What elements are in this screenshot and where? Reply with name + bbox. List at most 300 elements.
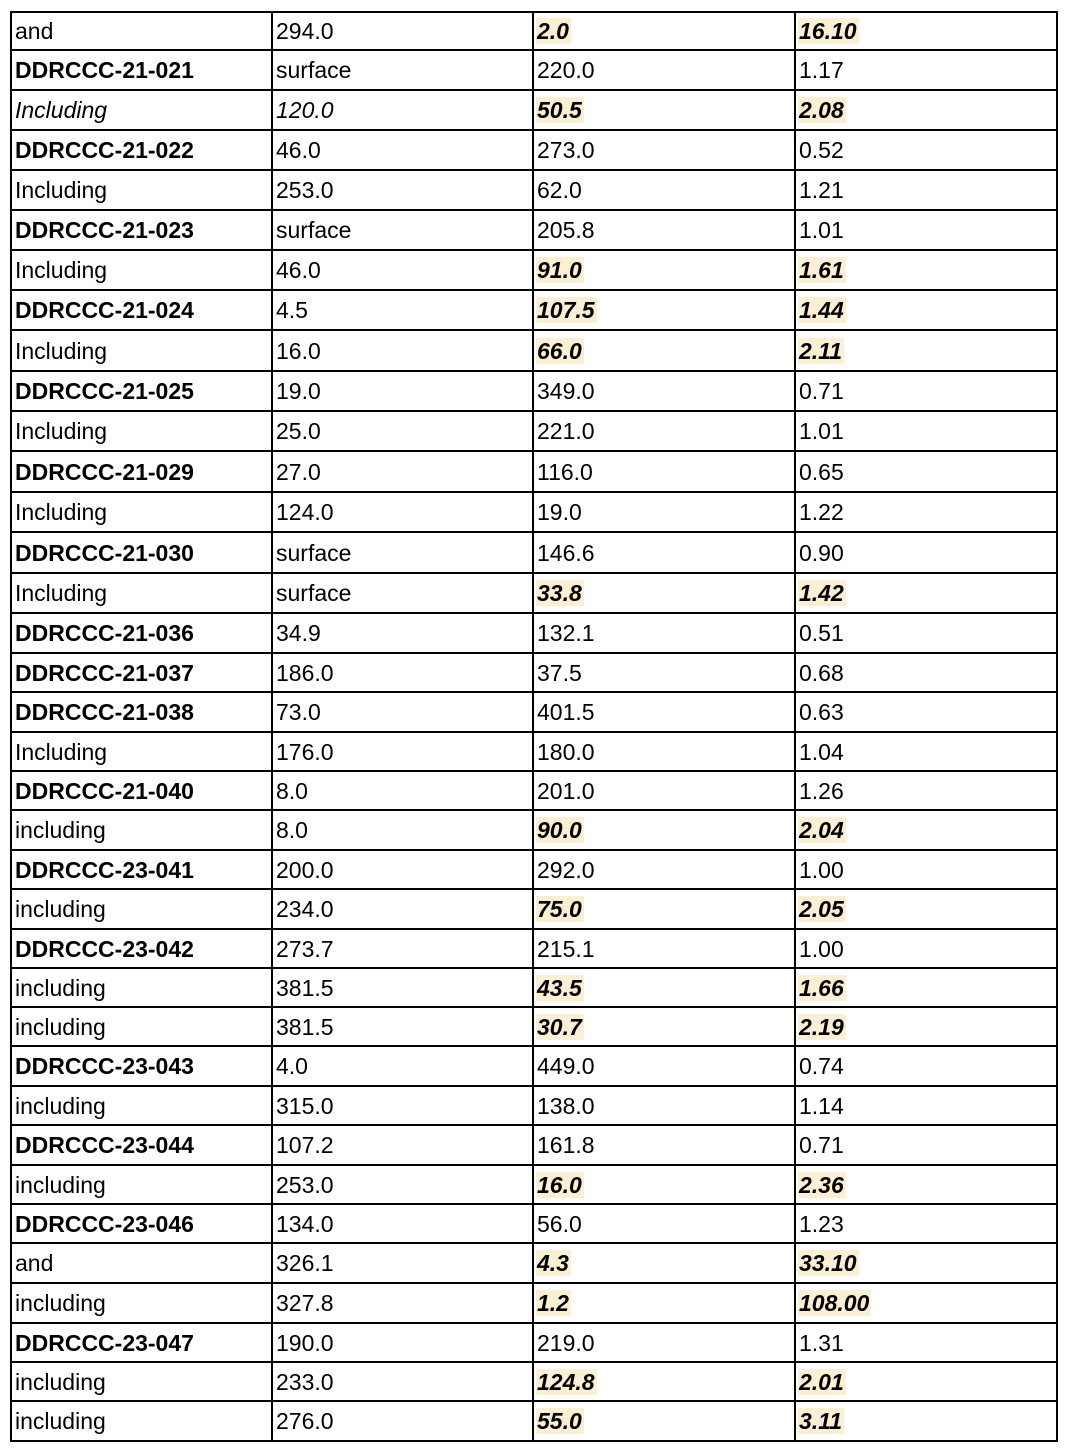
cell-text: 3.11 bbox=[799, 1408, 843, 1434]
cell-text: 190.0 bbox=[276, 1329, 334, 1356]
grade-cell bbox=[795, 1125, 1057, 1165]
cell-text: 2.19 bbox=[799, 1013, 844, 1040]
cell-text: 73.0 bbox=[276, 699, 321, 725]
grade-cell bbox=[795, 451, 1057, 492]
drillhole-cell bbox=[11, 371, 272, 411]
cell-text: including bbox=[15, 1368, 106, 1395]
interval-cell bbox=[533, 250, 795, 290]
cell-text: 1.2 bbox=[537, 1290, 569, 1316]
cell-text: Including bbox=[15, 337, 108, 364]
cell-text: 349.0 bbox=[537, 378, 595, 404]
from-cell bbox=[272, 451, 533, 492]
cell-text: 1.21 bbox=[799, 177, 844, 203]
cell-text: Including bbox=[15, 257, 108, 283]
drillhole-cell bbox=[11, 1125, 272, 1165]
drillhole-cell bbox=[11, 1165, 272, 1204]
from-cell bbox=[272, 771, 533, 810]
interval-cell bbox=[533, 613, 795, 653]
grade-cell bbox=[795, 330, 1057, 371]
grade-cell bbox=[795, 50, 1057, 90]
drillhole-cell bbox=[11, 330, 272, 371]
table-row bbox=[11, 732, 1057, 771]
table-row bbox=[11, 130, 1057, 170]
from-cell bbox=[272, 692, 533, 732]
cell-text: including bbox=[15, 1290, 106, 1316]
cell-text: 294.0 bbox=[276, 18, 334, 44]
cell-text: 34.9 bbox=[276, 620, 321, 646]
cell-text: 201.0 bbox=[537, 777, 595, 804]
grade-cell bbox=[795, 771, 1057, 810]
cell-text: 381.5 bbox=[276, 974, 334, 1001]
interval-cell bbox=[533, 1243, 795, 1283]
from-cell bbox=[272, 210, 533, 250]
interval-cell bbox=[533, 850, 795, 889]
cell-text: 0.74 bbox=[799, 1053, 844, 1079]
table-row bbox=[11, 968, 1057, 1007]
table-row bbox=[11, 532, 1057, 573]
table-body bbox=[11, 12, 1057, 1441]
cell-text: including bbox=[15, 1171, 106, 1198]
grade-cell bbox=[795, 532, 1057, 573]
grade-cell bbox=[795, 492, 1057, 532]
interval-cell bbox=[533, 692, 795, 732]
cell-text: 30.7 bbox=[537, 1013, 582, 1040]
grade-cell bbox=[795, 692, 1057, 732]
cell-text: 1.01 bbox=[799, 217, 844, 243]
interval-cell bbox=[533, 411, 795, 451]
cell-text: 401.5 bbox=[537, 699, 595, 725]
cell-text: 161.8 bbox=[537, 1132, 595, 1158]
cell-text: 1.00 bbox=[799, 856, 844, 883]
cell-text: 2.05 bbox=[799, 896, 844, 922]
from-cell bbox=[272, 732, 533, 771]
cell-text: DDRCCC-21-025 bbox=[15, 378, 194, 404]
table-row bbox=[11, 771, 1057, 810]
cell-text: 138.0 bbox=[537, 1092, 595, 1119]
interval-cell bbox=[533, 290, 795, 330]
interval-cell bbox=[533, 573, 795, 613]
table-row bbox=[11, 1243, 1057, 1283]
table-row bbox=[11, 1007, 1057, 1046]
cell-text: 132.1 bbox=[537, 620, 595, 646]
cell-text: 8.0 bbox=[276, 777, 308, 804]
cell-text: 1.42 bbox=[799, 580, 844, 606]
grade-cell bbox=[795, 1362, 1057, 1401]
cell-text: surface bbox=[276, 57, 352, 83]
cell-text: and bbox=[15, 1250, 54, 1276]
interval-cell bbox=[533, 90, 795, 130]
cell-text: 219.0 bbox=[537, 1329, 595, 1356]
cell-text: 449.0 bbox=[537, 1053, 595, 1079]
table-row bbox=[11, 653, 1057, 692]
table-row bbox=[11, 90, 1057, 130]
grade-cell bbox=[795, 573, 1057, 613]
drillhole-cell bbox=[11, 290, 272, 330]
cell-text: 220.0 bbox=[537, 57, 595, 83]
table-row bbox=[11, 290, 1057, 330]
cell-text: 66.0 bbox=[537, 337, 582, 364]
from-cell bbox=[272, 12, 533, 50]
cell-text: DDRCCC-21-021 bbox=[15, 57, 194, 83]
drillhole-cell bbox=[11, 170, 272, 210]
cell-text: 4.0 bbox=[276, 1053, 308, 1079]
cell-text: DDRCCC-23-042 bbox=[15, 935, 194, 962]
grade-cell bbox=[795, 1046, 1057, 1086]
cell-text: 200.0 bbox=[276, 856, 334, 883]
drillhole-cell bbox=[11, 1323, 272, 1362]
cell-text: including bbox=[15, 1408, 106, 1434]
drillhole-cell bbox=[11, 613, 272, 653]
cell-text: 176.0 bbox=[276, 738, 334, 765]
interval-cell bbox=[533, 451, 795, 492]
from-cell bbox=[272, 1243, 533, 1283]
cell-text: 215.1 bbox=[537, 935, 595, 962]
drillhole-cell bbox=[11, 90, 272, 130]
table-row bbox=[11, 850, 1057, 889]
grade-cell bbox=[795, 653, 1057, 692]
drillhole-cell bbox=[11, 968, 272, 1007]
grade-cell bbox=[795, 1323, 1057, 1362]
interval-cell bbox=[533, 1362, 795, 1401]
drill-results-table bbox=[10, 11, 1058, 1442]
cell-text: including bbox=[15, 974, 106, 1001]
cell-text: 108.00 bbox=[799, 1290, 870, 1316]
interval-cell bbox=[533, 771, 795, 810]
cell-text: 16.0 bbox=[537, 1171, 582, 1198]
interval-cell bbox=[533, 1046, 795, 1086]
cell-text: 0.90 bbox=[799, 539, 844, 566]
cell-text: Including bbox=[15, 738, 108, 765]
cell-text: DDRCCC-23-041 bbox=[15, 856, 194, 883]
grade-cell bbox=[795, 90, 1057, 130]
cell-text: 1.17 bbox=[799, 57, 844, 83]
cell-text: 381.5 bbox=[276, 1013, 334, 1040]
cell-text: DDRCCC-21-037 bbox=[15, 659, 194, 686]
cell-text: 46.0 bbox=[276, 257, 321, 283]
cell-text: DDRCCC-21-024 bbox=[15, 297, 194, 323]
cell-text: 75.0 bbox=[537, 896, 582, 922]
cell-text: 116.0 bbox=[537, 458, 593, 485]
cell-text: DDRCCC-21-036 bbox=[15, 620, 194, 646]
table-row bbox=[11, 929, 1057, 968]
grade-cell bbox=[795, 732, 1057, 771]
cell-text: including bbox=[15, 1092, 106, 1119]
interval-cell bbox=[533, 968, 795, 1007]
table-row bbox=[11, 1283, 1057, 1323]
table-row bbox=[11, 1401, 1057, 1441]
grade-cell bbox=[795, 290, 1057, 330]
from-cell bbox=[272, 1125, 533, 1165]
interval-cell bbox=[533, 170, 795, 210]
cell-text: 1.66 bbox=[799, 974, 844, 1001]
drillhole-cell bbox=[11, 732, 272, 771]
cell-text: 2.08 bbox=[799, 97, 844, 123]
drillhole-cell bbox=[11, 492, 272, 532]
cell-text: 327.8 bbox=[276, 1290, 334, 1316]
from-cell bbox=[272, 130, 533, 170]
cell-text: including bbox=[15, 817, 106, 843]
interval-cell bbox=[533, 1165, 795, 1204]
from-cell bbox=[272, 1283, 533, 1323]
cell-text: 1.22 bbox=[799, 499, 844, 525]
table-row bbox=[11, 451, 1057, 492]
table-row bbox=[11, 492, 1057, 532]
from-cell bbox=[272, 1362, 533, 1401]
from-cell bbox=[272, 1204, 533, 1243]
grade-cell bbox=[795, 12, 1057, 50]
grade-cell bbox=[795, 810, 1057, 850]
cell-text: 43.5 bbox=[537, 974, 582, 1001]
grade-cell bbox=[795, 210, 1057, 250]
table-row bbox=[11, 1362, 1057, 1401]
cell-text: 253.0 bbox=[276, 1171, 334, 1198]
cell-text: 0.65 bbox=[799, 458, 844, 485]
cell-text: 107.5 bbox=[537, 297, 595, 323]
grade-cell bbox=[795, 613, 1057, 653]
drillhole-cell bbox=[11, 692, 272, 732]
cell-text: 0.63 bbox=[799, 699, 844, 725]
grade-cell bbox=[795, 1165, 1057, 1204]
from-cell bbox=[272, 90, 533, 130]
cell-text: including bbox=[15, 1013, 106, 1040]
cell-text: 1.14 bbox=[799, 1092, 844, 1119]
table-row bbox=[11, 12, 1057, 50]
cell-text: DDRCCC-21-023 bbox=[15, 217, 194, 243]
cell-text: 0.71 bbox=[799, 1132, 844, 1158]
from-cell bbox=[272, 573, 533, 613]
cell-text: DDRCCC-21-030 bbox=[15, 539, 194, 566]
cell-text: 186.0 bbox=[276, 659, 334, 686]
cell-text: Including bbox=[15, 580, 108, 606]
drillhole-cell bbox=[11, 1086, 272, 1125]
interval-cell bbox=[533, 1086, 795, 1125]
table-row bbox=[11, 330, 1057, 371]
cell-text: surface bbox=[276, 217, 352, 243]
grade-cell bbox=[795, 170, 1057, 210]
from-cell bbox=[272, 250, 533, 290]
grade-cell bbox=[795, 130, 1057, 170]
interval-cell bbox=[533, 810, 795, 850]
drillhole-cell bbox=[11, 1007, 272, 1046]
grade-cell bbox=[795, 371, 1057, 411]
interval-cell bbox=[533, 1283, 795, 1323]
cell-text: 1.04 bbox=[799, 738, 844, 765]
cell-text: surface bbox=[276, 580, 352, 606]
cell-text: 315.0 bbox=[276, 1092, 334, 1119]
table-row bbox=[11, 573, 1057, 613]
drillhole-cell bbox=[11, 12, 272, 50]
table-row bbox=[11, 250, 1057, 290]
cell-text: 205.8 bbox=[537, 217, 595, 243]
cell-text: 276.0 bbox=[276, 1408, 334, 1434]
cell-text: including bbox=[15, 896, 106, 922]
cell-text: 273.7 bbox=[276, 935, 334, 962]
cell-text: 146.6 bbox=[537, 539, 595, 566]
cell-text: DDRCCC-21-029 bbox=[15, 458, 194, 485]
interval-cell bbox=[533, 532, 795, 573]
cell-text: 2.01 bbox=[799, 1368, 844, 1395]
drillhole-cell bbox=[11, 1046, 272, 1086]
from-cell bbox=[272, 1086, 533, 1125]
cell-text: DDRCCC-23-047 bbox=[15, 1329, 194, 1356]
interval-cell bbox=[533, 492, 795, 532]
table-row bbox=[11, 1086, 1057, 1125]
drillhole-cell bbox=[11, 130, 272, 170]
drillhole-cell bbox=[11, 210, 272, 250]
interval-cell bbox=[533, 50, 795, 90]
interval-cell bbox=[533, 1323, 795, 1362]
from-cell bbox=[272, 1046, 533, 1086]
cell-text: 0.71 bbox=[799, 378, 844, 404]
cell-text: 233.0 bbox=[276, 1368, 334, 1395]
drillhole-cell bbox=[11, 1243, 272, 1283]
grade-cell bbox=[795, 1007, 1057, 1046]
cell-text: 16.10 bbox=[799, 18, 857, 44]
grade-cell bbox=[795, 1204, 1057, 1243]
table-row bbox=[11, 210, 1057, 250]
from-cell bbox=[272, 411, 533, 451]
grade-cell bbox=[795, 929, 1057, 968]
cell-text: 1.61 bbox=[799, 257, 844, 283]
cell-text: 33.8 bbox=[537, 580, 582, 606]
cell-text: 120.0 bbox=[276, 97, 334, 123]
cell-text: 292.0 bbox=[537, 856, 595, 883]
cell-text: 253.0 bbox=[276, 177, 334, 203]
cell-text: 4.3 bbox=[537, 1250, 569, 1276]
cell-text: 221.0 bbox=[537, 418, 595, 444]
cell-text: 37.5 bbox=[537, 659, 582, 686]
drillhole-cell bbox=[11, 653, 272, 692]
cell-text: 90.0 bbox=[537, 817, 582, 843]
cell-text: 2.04 bbox=[799, 817, 844, 843]
table-row bbox=[11, 371, 1057, 411]
from-cell bbox=[272, 1007, 533, 1046]
interval-cell bbox=[533, 1204, 795, 1243]
from-cell bbox=[272, 850, 533, 889]
drillhole-cell bbox=[11, 1401, 272, 1441]
from-cell bbox=[272, 810, 533, 850]
table-row bbox=[11, 1165, 1057, 1204]
cell-text: 273.0 bbox=[537, 137, 595, 163]
grade-cell bbox=[795, 1086, 1057, 1125]
cell-text: 91.0 bbox=[537, 257, 582, 283]
cell-text: DDRCCC-21-022 bbox=[15, 137, 194, 163]
drillhole-cell bbox=[11, 50, 272, 90]
cell-text: 8.0 bbox=[276, 817, 308, 843]
interval-cell bbox=[533, 1125, 795, 1165]
table-row bbox=[11, 170, 1057, 210]
table-row bbox=[11, 1046, 1057, 1086]
cell-text: and bbox=[15, 18, 54, 44]
grade-cell bbox=[795, 1243, 1057, 1283]
interval-cell bbox=[533, 1401, 795, 1441]
drillhole-cell bbox=[11, 573, 272, 613]
drillhole-cell bbox=[11, 929, 272, 968]
from-cell bbox=[272, 613, 533, 653]
from-cell bbox=[272, 290, 533, 330]
cell-text: 16.0 bbox=[276, 337, 321, 364]
cell-text: 46.0 bbox=[276, 137, 321, 163]
table-row bbox=[11, 692, 1057, 732]
table-row bbox=[11, 810, 1057, 850]
cell-text: Including bbox=[15, 499, 108, 525]
table-row bbox=[11, 889, 1057, 929]
interval-cell bbox=[533, 371, 795, 411]
table-row bbox=[11, 613, 1057, 653]
table-row bbox=[11, 1125, 1057, 1165]
cell-text: 124.0 bbox=[276, 499, 334, 525]
cell-text: 4.5 bbox=[276, 297, 308, 323]
cell-text: 27.0 bbox=[276, 458, 321, 485]
grade-cell bbox=[795, 411, 1057, 451]
cell-text: 19.0 bbox=[537, 499, 582, 525]
from-cell bbox=[272, 1165, 533, 1204]
from-cell bbox=[272, 1401, 533, 1441]
from-cell bbox=[272, 371, 533, 411]
interval-cell bbox=[533, 929, 795, 968]
table-row bbox=[11, 50, 1057, 90]
interval-cell bbox=[533, 330, 795, 371]
cell-text: 2.36 bbox=[799, 1171, 844, 1198]
cell-text: 25.0 bbox=[276, 418, 321, 444]
interval-cell bbox=[533, 653, 795, 692]
cell-text: 180.0 bbox=[537, 738, 595, 765]
cell-text: DDRCCC-21-040 bbox=[15, 777, 194, 804]
cell-text: 1.00 bbox=[799, 935, 844, 962]
cell-text: 234.0 bbox=[276, 896, 334, 922]
from-cell bbox=[272, 653, 533, 692]
drillhole-cell bbox=[11, 1204, 272, 1243]
from-cell bbox=[272, 1323, 533, 1362]
cell-text: 55.0 bbox=[537, 1408, 582, 1434]
cell-text: 50.5 bbox=[537, 97, 582, 123]
cell-text: 326.1 bbox=[276, 1250, 334, 1276]
grade-cell bbox=[795, 1283, 1057, 1323]
grade-cell bbox=[795, 850, 1057, 889]
from-cell bbox=[272, 532, 533, 573]
cell-text: 0.52 bbox=[799, 137, 844, 163]
from-cell bbox=[272, 929, 533, 968]
drillhole-cell bbox=[11, 451, 272, 492]
cell-text: 1.01 bbox=[799, 418, 844, 444]
drillhole-cell bbox=[11, 1362, 272, 1401]
drillhole-cell bbox=[11, 771, 272, 810]
cell-text: 124.8 bbox=[537, 1368, 595, 1395]
interval-cell bbox=[533, 12, 795, 50]
from-cell bbox=[272, 170, 533, 210]
cell-text: 107.2 bbox=[276, 1132, 334, 1158]
table-row bbox=[11, 1204, 1057, 1243]
grade-cell bbox=[795, 1401, 1057, 1441]
drillhole-cell bbox=[11, 250, 272, 290]
cell-text: 0.68 bbox=[799, 659, 844, 686]
cell-text: 2.11 bbox=[799, 337, 843, 364]
grade-cell bbox=[795, 250, 1057, 290]
cell-text: DDRCCC-21-038 bbox=[15, 699, 194, 725]
from-cell bbox=[272, 889, 533, 929]
drill-results-table-container bbox=[10, 11, 1056, 1442]
from-cell bbox=[272, 492, 533, 532]
drillhole-cell bbox=[11, 411, 272, 451]
table-row bbox=[11, 411, 1057, 451]
cell-text: 1.31 bbox=[799, 1329, 844, 1356]
cell-text: Including bbox=[15, 97, 108, 123]
drillhole-cell bbox=[11, 850, 272, 889]
cell-text: Including bbox=[15, 418, 108, 444]
grade-cell bbox=[795, 889, 1057, 929]
drillhole-cell bbox=[11, 810, 272, 850]
interval-cell bbox=[533, 1007, 795, 1046]
